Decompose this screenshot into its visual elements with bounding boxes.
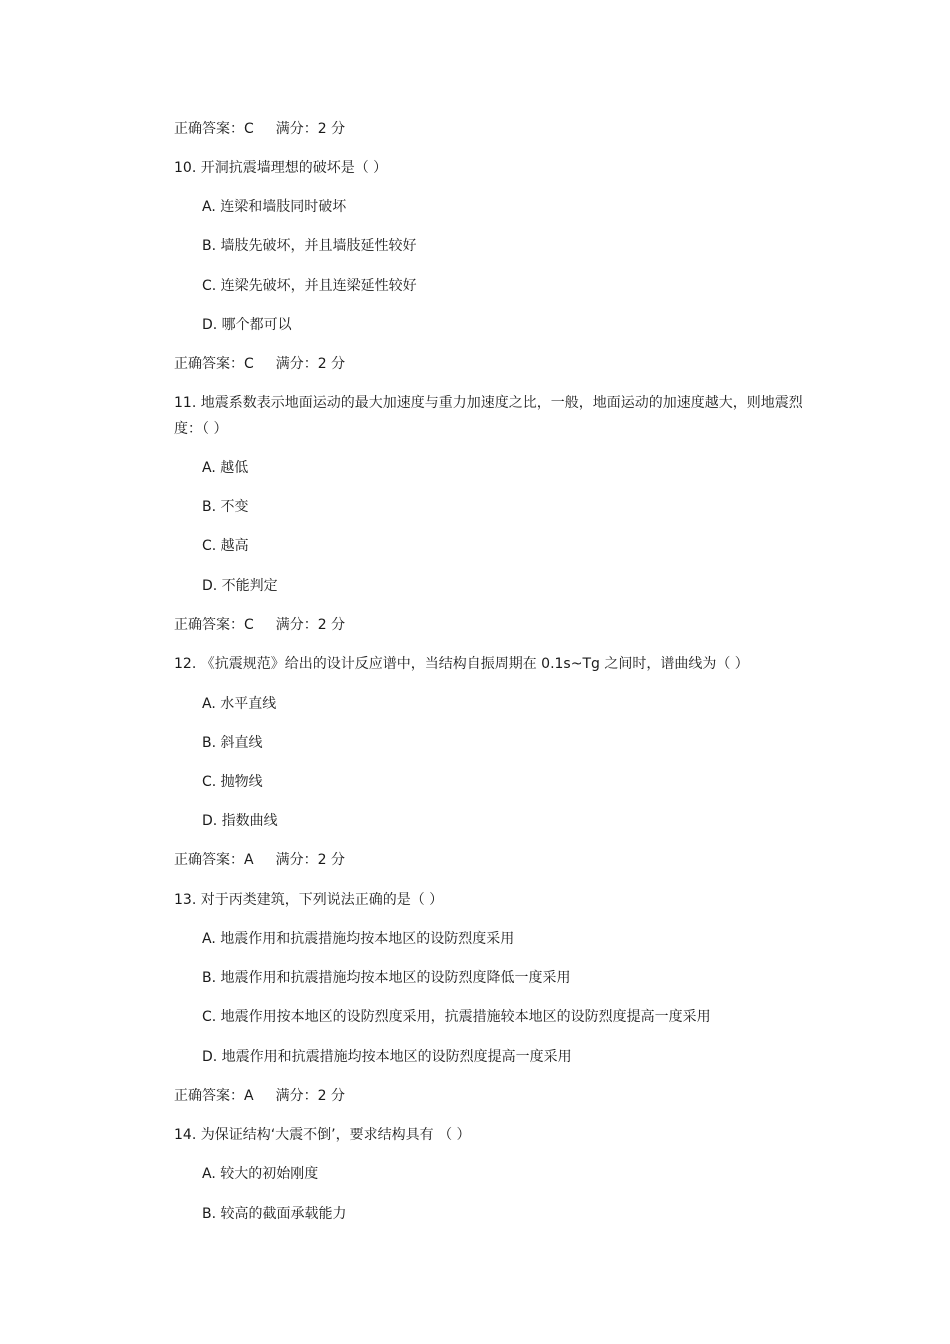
- score-label: 满分：: [275, 1088, 318, 1104]
- option-12-b: B. 斜直线: [202, 735, 263, 751]
- answer-label: 正确答案：: [174, 617, 244, 633]
- answer-label: 正确答案：: [174, 1088, 244, 1104]
- option-11-c: C. 越高: [202, 538, 249, 554]
- option-11-b: B. 不变: [202, 499, 249, 515]
- answer-value: A: [244, 1088, 254, 1104]
- option-13-b: B. 地震作用和抗震措施均按本地区的设防烈度降低一度采用: [202, 970, 571, 986]
- score-value: 2: [317, 617, 327, 633]
- option-11-d: D. 不能判定: [202, 578, 278, 594]
- answer-value: C: [244, 121, 254, 137]
- option-13-a: A. 地震作用和抗震措施均按本地区的设防烈度采用: [202, 931, 515, 947]
- option-11-a: A. 越低: [202, 460, 249, 476]
- option-14-b: B. 较高的截面承载能力: [202, 1206, 347, 1222]
- score-value: 2: [317, 121, 327, 137]
- option-10-a: A. 连梁和墙肢同时破坏: [202, 199, 347, 215]
- score-value: 2: [317, 1088, 327, 1104]
- answer-label: 正确答案：: [174, 121, 244, 137]
- score-unit: 分: [331, 617, 346, 633]
- option-10-b: B. 墙肢先破坏，并且墙肢延性较好: [202, 238, 417, 254]
- answer-value: C: [244, 356, 254, 372]
- score-value: 2: [317, 852, 327, 868]
- answer-value: C: [244, 617, 254, 633]
- score-unit: 分: [331, 121, 346, 137]
- question-11: 11. 地震系数表示地面运动的最大加速度与重力加速度之比，一般，地面运动的加速度越大，则地震烈度：（ ）: [174, 395, 803, 437]
- option-12-d: D. 指数曲线: [202, 813, 278, 829]
- question-13: 13. 对于丙类建筑，下列说法正确的是（ ）: [174, 892, 444, 908]
- score-unit: 分: [330, 1088, 345, 1104]
- score-unit: 分: [331, 356, 346, 372]
- score-label: 满分：: [275, 617, 318, 633]
- option-13-c: C. 地震作用按本地区的设防烈度采用，抗震措施较本地区的设防烈度提高一度采用: [202, 1009, 711, 1025]
- answer-line: [174, 119, 345, 139]
- answer-line: [174, 1086, 345, 1106]
- answer-line: [174, 615, 345, 635]
- answer-value: A: [244, 852, 254, 868]
- score-unit: 分: [330, 852, 345, 868]
- option-14-a: A. 较大的初始刚度: [202, 1166, 319, 1182]
- option-10-c: C. 连梁先破坏，并且连梁延性较好: [202, 278, 417, 294]
- answer-line: [174, 850, 345, 870]
- question-12: 12. 《抗震规范》给出的设计反应谱中，当结构自振周期在 0.1s~Tg 之间时，谱曲线为（ ）: [174, 656, 749, 672]
- option-12-a: A. 水平直线: [202, 696, 277, 712]
- option-13-d: D. 地震作用和抗震措施均按本地区的设防烈度提高一度采用: [202, 1049, 572, 1065]
- score-label: 满分：: [275, 356, 318, 372]
- answer-label: 正确答案：: [174, 852, 244, 868]
- option-12-c: C. 抛物线: [202, 774, 263, 790]
- question-14: 14. 为保证结构‘大震不倒’，要求结构具有 （ ）: [174, 1127, 471, 1143]
- score-label: 满分：: [275, 852, 318, 868]
- option-10-d: D. 哪个都可以: [202, 317, 292, 333]
- answer-line: [174, 354, 345, 374]
- answer-label: 正确答案：: [174, 356, 244, 372]
- score-label: 满分：: [275, 121, 318, 137]
- question-10: 10. 开洞抗震墙理想的破坏是（ ）: [174, 160, 388, 176]
- score-value: 2: [317, 356, 327, 372]
